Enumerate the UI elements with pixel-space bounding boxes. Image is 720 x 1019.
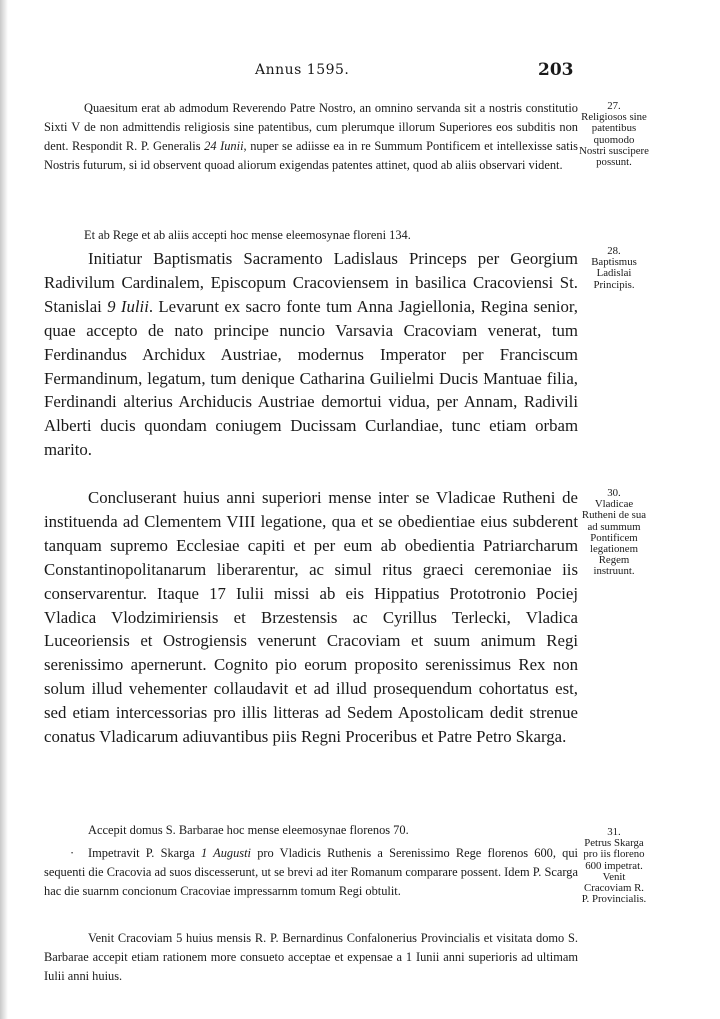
margin-note-30: 30. Vladicae Rutheni de sua ad summum Pontificem legationem Regem instruunt.	[581, 487, 647, 578]
paragraph-alms-134: Et ab Rege et ab aliis accepti hoc mense eleemosynae floreni 134.	[84, 228, 411, 242]
paragraph-provincialis: Venit Cracoviam 5 huius mensis R. P. Bernardinus Confalonerius Provincialis et visitata domo S. Barbarae accepit etiam rationem more consueto acceptae et expensae a 1 Iunii anni superioris ad ultimam Iulii anni huius.	[44, 931, 578, 983]
margin-note-31: 31. Petrus Skarga pro iis floreno 600 impetrat. Venit Cracoviam R. P. Provincialis.	[581, 826, 647, 906]
paragraph-text: · Impetravit P. Skarga 1 Augusti pro Vladicis Ruthenis a Serenissimo Rege florenos 600, qui sequenti die Cracovia ad suos discesserunt, ut se brevi ad iter Romanum comparare possent. Idem P. Scarga hac die suarnm concionum Cracoviae impressarnm tomum Regi obtulit.	[44, 844, 578, 901]
paragraph-religiosi	[44, 99, 578, 175]
paragraph-skarga	[44, 844, 578, 901]
book-spine-shadow	[0, 0, 8, 1019]
paragraph-text: Initiatur Baptismatis Sacramento Ladislaus Princeps per Georgium Radivilum Cardinalem, Episcopum Cracoviensem in basilica Cracoviensi St. Stanislai 9 Iulii. Levarunt ex sacro fonte tum Anna Jagiellonia, Regina senior, quae accepto de nato principe nuncio Varsavia Cracoviam venerat, tum Ferdinandus Archidux Austriae, modernus Imperator per Franciscum Fermandinum, legatum, tum denique Catharina Guilielmi Ducis Mantuae filia, Ferdinandi alterius Archiducis Austriae demortui vidua, per Annam, Radivili Alberti ducis quondam coniugem Ducissam Curlandiae, tunc etiam orbam marito.	[44, 249, 578, 460]
paragraph-text: Quaesitum erat ab admodum Reverendo Patre Nostro, an omnino servanda sit a nostris constitutio Sixti V de non admittendis religiosis sine patentibus, cum plerumque illorum Superiores eos subditis non dent. Respondit R. P. Generalis 24 Iunii, nuper se adiisse ea in re Summum Pontificem et intellexisse satis Nostris futurum, si id observent quoad aliorum exigendas patentes attinet, quod ab aliis observari vident.	[44, 101, 578, 172]
margin-note-27: 27. Religiosos sine patentibus quomodo Nostri suscipere possunt.	[579, 100, 649, 169]
paragraph-alms-70: Accepit domus S. Barbarae hoc mense eleemosynae florenos 70.	[88, 823, 409, 837]
running-title: Annus 1595.	[255, 62, 350, 78]
page-number: 203	[538, 60, 574, 80]
margin-note-28: 28. Baptismus Ladislai Principis.	[591, 245, 637, 291]
paragraph-vladicae: Concluserant huius anni superiori mense inter se Vladicae Rutheni de instituenda ad Clementem VIII legatione, qua et se obedientiae eius subderent tanquam supremo Ecclesiae capiti et per eum ab obedientia Patriarcharum Constantinopolitanarum liberarentur, ac simul ritus graeci ceremoniae iis conservarentur. Itaque 17 Iulii missi ab eis Hippatius Prototronio Pociej Vladica Vlodzimiriensis et Brzestensis ac Cyrillus Terlecki, Vladica Luceoriensis et Ostrogiensis venerunt Cracoviam et suum animum Regi serenissimo apernerunt. Cognito pio eorum proposito serenissimus Rex non solum illud vehementer collaudavit et ad illud prosequendum cohortatus est, sed etiam intercessorias pro illis litteras ad Sedem Apostolicam dedit strenue conatus Vladicarum adiuvantibus piis Regni Proceribus et Patre Petro Skarga.	[44, 488, 578, 747]
paragraph-baptism	[44, 247, 578, 462]
bullet-dot: ·	[70, 846, 75, 860]
